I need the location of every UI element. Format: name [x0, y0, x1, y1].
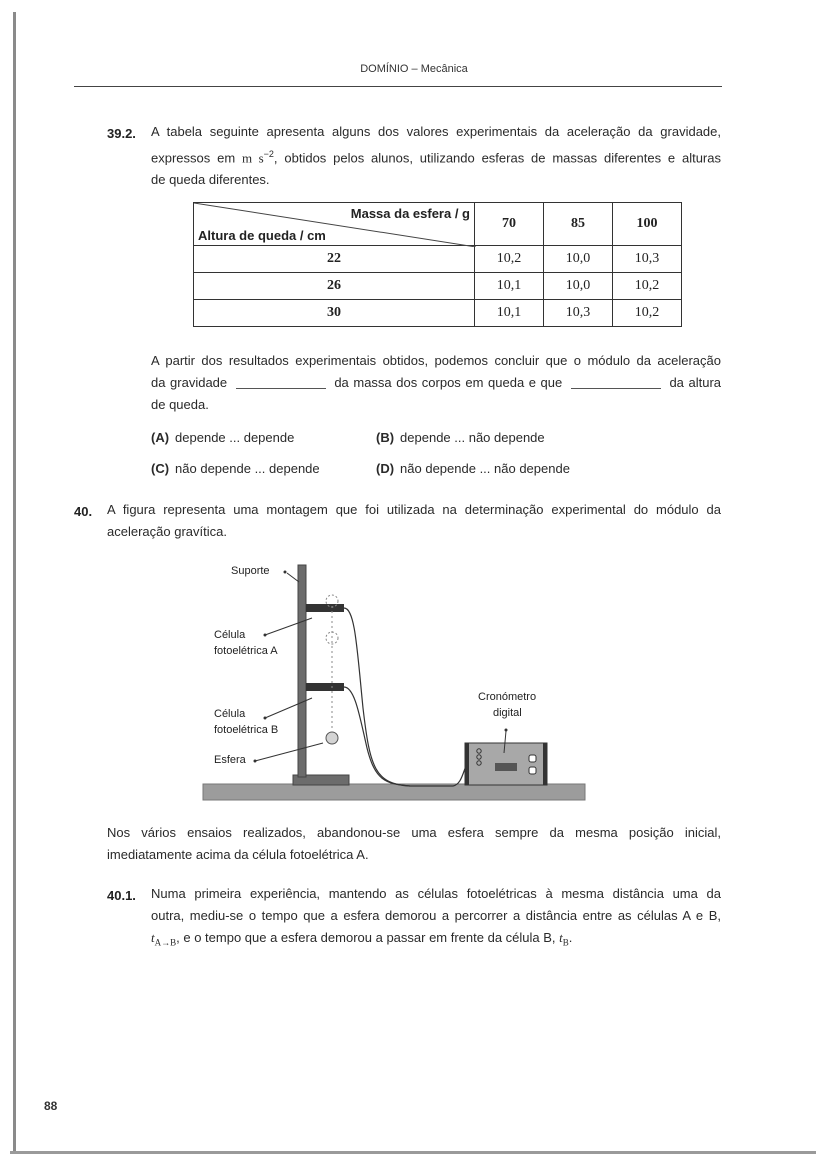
q40-line-1: A figura representa uma montagem que foi utilizada na determinação experimental do módulo da [107, 502, 721, 517]
label-cell-b-line2: fotoelétrica B [214, 724, 279, 736]
question-number-40: 40. [74, 504, 93, 519]
option-letter: (D) [376, 461, 395, 476]
question-39-2-statement [151, 350, 721, 416]
table-cell: 10,3 [613, 246, 682, 273]
experimental-setup-figure [195, 558, 595, 803]
table-header-row [194, 203, 682, 246]
question-39-2-intro [151, 121, 721, 191]
statement-line-1: A partir dos resultados experimentais obtidos, podemos concluir que o módulo da aceleração [151, 353, 721, 368]
unit-exponent: −2 [263, 149, 274, 159]
q40-1-line-2: outra, mediu-se o tempo que a esfera demorou a percorrer a distância entre as células A e B, [151, 908, 721, 923]
answer-blank-2[interactable] [571, 388, 661, 389]
statement-line-3: de queda. [151, 397, 209, 412]
option-letter: (B) [376, 430, 395, 445]
setup-drawing [195, 558, 595, 803]
corner-mass-label: Massa da esfera / g [350, 206, 470, 221]
q40-1-line-3-end: . [568, 930, 573, 945]
q40-line-2: aceleração gravítica. [107, 524, 227, 539]
q40-1-line-3-mid: , e o tempo que a esfera demorou a passar em frente da célula B, [176, 930, 556, 945]
option-text: não depende ... depende [175, 461, 320, 476]
running-header: DOMÍNIO – Mecânica [360, 63, 468, 75]
cable-a [344, 608, 470, 786]
row-header: 22 [194, 246, 475, 273]
pointer-sphere [255, 743, 323, 761]
expressed-prefix: expressos em [151, 150, 236, 166]
table-cell: 10,1 [475, 300, 544, 327]
table-cell: 10,2 [613, 273, 682, 300]
option-c[interactable] [151, 461, 320, 476]
table-row [194, 273, 682, 300]
symbol-t-b-subscript: B [562, 937, 569, 948]
question-40-1-text [151, 883, 721, 954]
label-support: Suporte [231, 565, 270, 577]
intro-line-2: expressos em m $s^{-2}$, obtidos pelos alunos, utilizando esferas de massas diferentes e alturas [151, 149, 721, 166]
photocell-b [306, 683, 344, 691]
option-b[interactable] [376, 430, 545, 445]
table-cell: 10,1 [475, 273, 544, 300]
statement-line-2 [151, 372, 721, 394]
row-header: 26 [194, 273, 475, 300]
table-row [194, 246, 682, 273]
timer-display [495, 763, 517, 771]
table-cell: 10,0 [544, 273, 613, 300]
intro-line-3: de queda diferentes. [151, 172, 270, 188]
column-header: 85 [544, 203, 613, 246]
option-text: depende ... depende [175, 430, 295, 445]
photocell-a [306, 604, 344, 612]
option-letter: (C) [151, 461, 170, 476]
intro-line-1: A tabela seguinte apresenta alguns dos valores experimentais da aceleração da gravidade, [151, 124, 721, 139]
table-cell: 10,2 [475, 246, 544, 273]
intro-line-2-rest: obtidos pelos alunos, utilizando esferas de massas diferentes e alturas [284, 150, 721, 166]
symbol-t-b: t [559, 930, 563, 945]
page-bottom-border [10, 1151, 816, 1154]
page-number: 88 [44, 1099, 58, 1113]
label-timer-line2: digital [493, 707, 522, 719]
question-40-context [107, 822, 721, 866]
option-d[interactable] [376, 461, 570, 476]
gravity-data-table [193, 202, 682, 327]
header-divider [74, 86, 722, 87]
context-line-1: Nos vários ensaios realizados, abandonou-se uma esfera sempre da mesma posição inicial, [107, 825, 721, 840]
label-cell-a-line1: Célula [214, 629, 246, 641]
option-letter: (A) [151, 430, 170, 445]
question-40-intro [107, 499, 721, 543]
page-left-border [13, 12, 16, 1154]
timer-button [529, 755, 536, 762]
q40-1-line-3 [151, 927, 721, 954]
row-header: 30 [194, 300, 475, 327]
question-number-39-2: 39.2. [107, 126, 136, 141]
answer-blank-1[interactable] [236, 388, 326, 389]
option-text: depende ... não depende [400, 430, 545, 445]
symbol-t-ab-subscript: A→B [154, 937, 177, 948]
statement-part-a: da gravidade [151, 375, 228, 390]
label-timer-line1: Cronómetro [478, 691, 537, 703]
column-header: 70 [475, 203, 544, 246]
context-line-2: imediatamente acima da célula fotoelétrica A. [107, 847, 369, 862]
label-cell-a-line2: fotoelétrica A [214, 645, 278, 657]
label-cell-b-line1: Célula [214, 708, 246, 720]
option-text: não depende ... não depende [400, 461, 570, 476]
label-sphere: Esfera [214, 754, 246, 766]
corner-height-label: Altura de queda / cm [198, 228, 326, 243]
unit: m s [242, 150, 264, 166]
sphere [326, 732, 338, 744]
statement-part-c: da altura [669, 375, 721, 390]
timer-button [529, 767, 536, 774]
table-cell: 10,2 [613, 300, 682, 327]
table-corner-cell [194, 203, 475, 246]
q40-1-line-1: Numa primeira experiência, mantendo as células fotoelétricas à mesma distância uma da [151, 886, 721, 901]
column-header: 100 [613, 203, 682, 246]
question-number-40-1: 40.1. [107, 888, 136, 903]
table-cell: 10,3 [544, 300, 613, 327]
statement-part-b: da massa dos corpos em queda e que [334, 375, 563, 390]
symbol-t-ab: t [151, 930, 155, 945]
option-a[interactable] [151, 430, 294, 445]
bench [203, 784, 585, 800]
pointer-support [287, 573, 299, 582]
table-row [194, 300, 682, 327]
table-cell: 10,0 [544, 246, 613, 273]
stand-pole [298, 565, 306, 777]
